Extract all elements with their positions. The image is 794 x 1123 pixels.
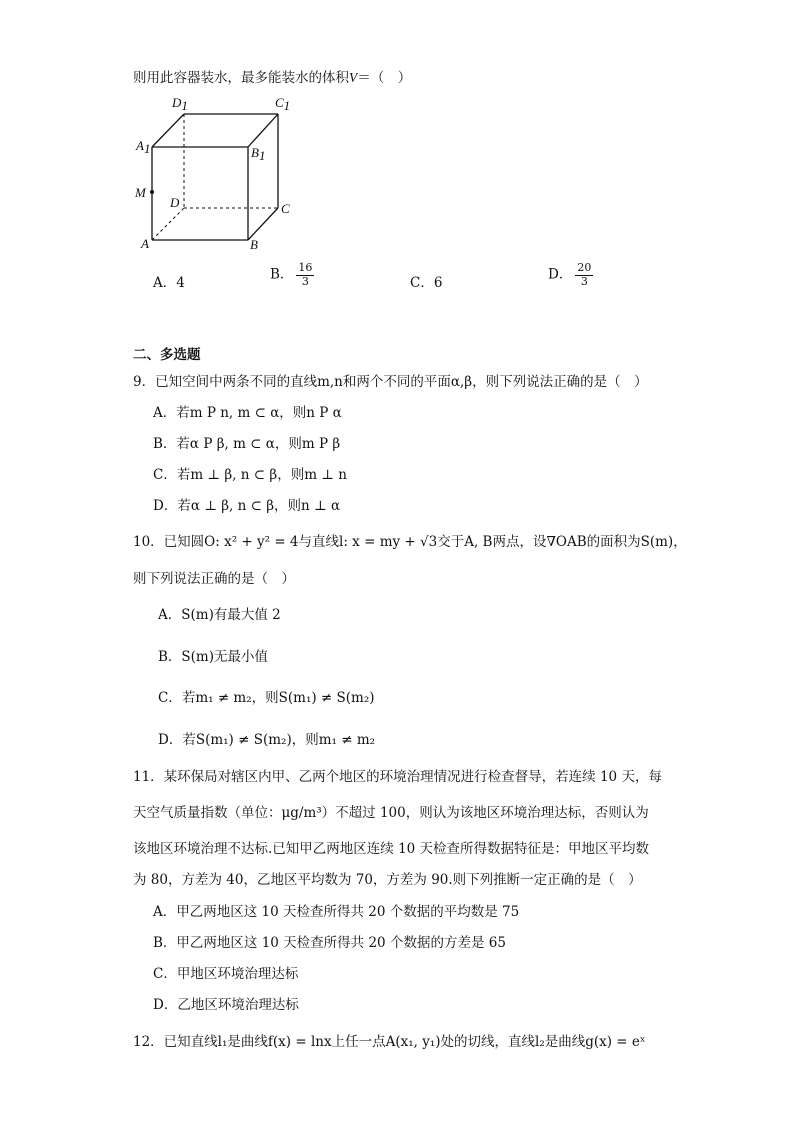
q11-stem-line2: 天空气质量指数（单位：μg/m³）不超过 100，则认为该地区环境治理达标，否则认为	[133, 805, 649, 821]
hidden-edge-A-D	[152, 208, 184, 240]
q10-stem-line2: 则下列说法正确的是（ ）	[133, 571, 295, 587]
label-C1: C1	[275, 95, 291, 113]
q11-option-d: D．乙地区环境治理达标	[153, 997, 299, 1013]
q8-option-b: B． $\frac{16}{3}$	[270, 261, 313, 288]
q9-option-c: C．若m ⊥ β, n ⊂ β，则m ⊥ n	[153, 467, 347, 483]
q9-stem: 9．已知空间中两条不同的直线m,n和两个不同的平面α,β，则下列说法正确的是（ ）	[133, 374, 648, 390]
label-A: A	[141, 236, 149, 251]
q11-option-b: B．甲乙两地区这 10 天检查所得共 20 个数据的方差是 65	[153, 935, 506, 951]
q11-stem-line3: 该地区环境治理不达标.已知甲乙两地区连续 10 天检查所得数据特征是：甲地区平均数	[133, 841, 650, 857]
label-B: B	[250, 237, 258, 252]
q10-option-b: B．S(m)无最小值	[158, 649, 269, 665]
q12-stem: 12．已知直线l₁是曲线f(x) = lnx上任一点A(x₁, y₁)处的切线，直线l₂是曲线g(x) = eˣ	[133, 1034, 646, 1050]
label-B1: B1	[251, 145, 266, 163]
q8-stem: 则用此容器装水，最多能装水的体积V＝（ ）	[133, 70, 412, 86]
q8-option-a: A．4	[153, 275, 185, 291]
label-C: C	[281, 201, 290, 216]
label-M: M	[135, 185, 146, 200]
edge-B1-C1	[248, 114, 278, 147]
label-D: D	[170, 195, 180, 210]
q10-option-d: D．若S(m₁) ≠ S(m₂)，则m₁ ≠ m₂	[158, 732, 376, 748]
q9-option-d: D．若α ⊥ β, n ⊂ β，则n ⊥ α	[153, 498, 341, 514]
q11-option-a: A．甲乙两地区这 10 天检查所得共 20 个数据的平均数是 75	[153, 904, 520, 920]
q11-stem-line4: 为 80，方差为 40，乙地区平均数为 70，方差为 90.则下列推断一定正确的是（ ）	[133, 872, 642, 888]
point-M	[150, 190, 154, 194]
q11-stem-line1: 11．某环保局对辖区内甲、乙两个地区的环境治理情况进行检查督导，若连续 10 天，每	[133, 769, 662, 785]
cube-figure	[132, 94, 302, 256]
label-A1: A1	[136, 138, 151, 156]
q11-option-c: C．甲地区环境治理达标	[153, 966, 299, 982]
section-title: 二、多选题	[133, 347, 201, 363]
q9-option-b: B．若α P β, m ⊂ α，则m P β	[153, 436, 341, 452]
q8-option-d: D． $\frac{20}{3}$	[548, 261, 592, 288]
q10-stem: 10．已知圆O: x² + y² = 4与直线l: x = my + √3交于A, B两点，设∇OAB的面积为S(m)，	[133, 534, 687, 550]
q8-option-c: C．6	[410, 275, 443, 291]
q9-option-a: A．若m P n, m ⊂ α，则n P α	[153, 405, 342, 421]
edge-B-C	[248, 208, 278, 240]
label-D1: D1	[172, 95, 188, 113]
q10-option-c: C．若m₁ ≠ m₂，则S(m₁) ≠ S(m₂)	[158, 690, 375, 706]
edge-A1-D1	[152, 114, 184, 147]
q10-option-a: A．S(m)有最大值 2	[158, 607, 281, 623]
